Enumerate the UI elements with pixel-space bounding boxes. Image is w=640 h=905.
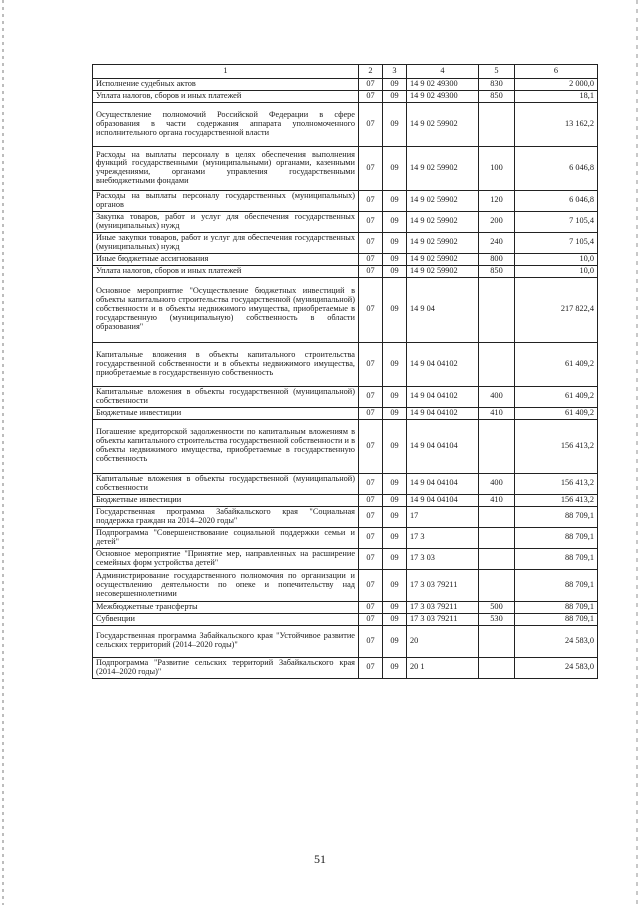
row-subsection: 09 [383,102,407,146]
row-subsection: 09 [383,342,407,386]
row-section: 07 [359,232,383,253]
row-name: Администрирование государственного полномочия по организации и осуществлению деятельности по опеке и попечительству над несовершеннолетними [93,569,359,601]
row-expense-type [479,527,515,548]
row-name: Субвенции [93,613,359,625]
table-row [93,473,598,494]
row-amount: 217 822,4 [515,277,598,342]
row-amount: 10,0 [515,265,598,277]
header-col-1: 1 [93,65,359,79]
row-target-code: 14 9 02 49300 [407,79,479,91]
row-expense-type: 410 [479,407,515,419]
table-row [93,601,598,613]
row-name: Осуществление полномочий Российской Федерации в сфере образования в части содержания аппарата уполномоченного исполнительного органа государственной власти [93,102,359,146]
row-section: 07 [359,527,383,548]
table-row [93,146,598,190]
row-amount: 88 709,1 [515,527,598,548]
row-target-code: 17 [407,506,479,527]
row-amount: 61 409,2 [515,386,598,407]
row-target-code: 17 3 03 [407,548,479,569]
row-target-code: 17 3 [407,527,479,548]
table-row [93,102,598,146]
row-expense-type: 500 [479,601,515,613]
row-name: Уплата налогов, сборов и иных платежей [93,265,359,277]
row-expense-type: 800 [479,253,515,265]
row-name: Исполнение судебных актов [93,79,359,91]
row-amount: 88 709,1 [515,548,598,569]
table-row [93,190,598,211]
row-section: 07 [359,601,383,613]
header-col-3: 3 [383,65,407,79]
row-amount: 156 413,2 [515,494,598,506]
header-col-2: 2 [359,65,383,79]
row-expense-type [479,277,515,342]
row-subsection: 09 [383,90,407,102]
row-target-code: 20 1 [407,657,479,678]
row-amount: 61 409,2 [515,407,598,419]
row-subsection: 09 [383,211,407,232]
row-target-code: 14 9 02 59902 [407,211,479,232]
row-subsection: 09 [383,419,407,473]
row-target-code: 17 3 03 79211 [407,569,479,601]
header-col-4: 4 [407,65,479,79]
row-amount: 7 105,4 [515,232,598,253]
row-target-code: 14 9 04 04102 [407,386,479,407]
row-expense-type: 400 [479,473,515,494]
row-expense-type [479,342,515,386]
row-name: Капитальные вложения в объекты капитального строительства государственной собственности и в объекты недвижимого имущества, приобретаемые в государственную собственность [93,342,359,386]
table-row [93,548,598,569]
row-section: 07 [359,419,383,473]
row-name: Погашение кредиторской задолженности по капитальным вложениям в объекты капитального строительства государственной собственности и в объекты недвижимого имущества, приобретаемые в государственную собственность [93,419,359,473]
row-expense-type [479,506,515,527]
row-subsection: 09 [383,386,407,407]
row-subsection: 09 [383,548,407,569]
row-amount: 24 583,0 [515,657,598,678]
row-section: 07 [359,657,383,678]
row-subsection: 09 [383,494,407,506]
header-col-6: 6 [515,65,598,79]
table-row [93,277,598,342]
row-section: 07 [359,386,383,407]
scan-edge-left [2,0,4,905]
table-row [93,211,598,232]
row-target-code: 14 9 04 04104 [407,494,479,506]
row-subsection: 09 [383,407,407,419]
row-expense-type: 850 [479,90,515,102]
row-name: Иные бюджетные ассигнования [93,253,359,265]
row-name: Закупка товаров, работ и услуг для обеспечения государственных (муниципальных) нужд [93,211,359,232]
row-amount: 13 162,2 [515,102,598,146]
row-amount: 61 409,2 [515,342,598,386]
row-subsection: 09 [383,473,407,494]
row-target-code: 14 9 02 59902 [407,265,479,277]
row-section: 07 [359,342,383,386]
table-row [93,232,598,253]
row-amount: 156 413,2 [515,473,598,494]
row-expense-type [479,569,515,601]
row-subsection: 09 [383,613,407,625]
row-expense-type: 100 [479,146,515,190]
row-expense-type: 850 [479,265,515,277]
row-target-code: 14 9 04 04104 [407,473,479,494]
row-target-code: 14 9 02 59902 [407,190,479,211]
row-target-code: 17 3 03 79211 [407,601,479,613]
table-row [93,386,598,407]
row-name: Подпрограмма "Развитие сельских территорий Забайкальского края (2014–2020 годы)" [93,657,359,678]
row-expense-type [479,102,515,146]
row-section: 07 [359,190,383,211]
row-section: 07 [359,407,383,419]
row-amount: 7 105,4 [515,211,598,232]
table-row [93,90,598,102]
row-subsection: 09 [383,277,407,342]
row-name: Иные закупки товаров, работ и услуг для обеспечения государственных (муниципальных) нужд [93,232,359,253]
row-expense-type: 830 [479,79,515,91]
row-section: 07 [359,494,383,506]
row-subsection: 09 [383,569,407,601]
row-subsection: 09 [383,265,407,277]
row-name: Государственная программа Забайкальского края "Устойчивое развитие сельских территорий (2014–2020 годы)" [93,625,359,657]
row-amount: 2 000,0 [515,79,598,91]
row-target-code: 14 9 02 59902 [407,146,479,190]
row-expense-type: 530 [479,613,515,625]
row-section: 07 [359,102,383,146]
scan-edge-right [636,0,638,905]
row-section: 07 [359,506,383,527]
row-name: Государственная программа Забайкальского края "Социальная поддержка граждан на 2014–2020 годы" [93,506,359,527]
table-row [93,342,598,386]
row-expense-type: 200 [479,211,515,232]
row-amount: 156 413,2 [515,419,598,473]
table-row [93,79,598,91]
row-name: Расходы на выплаты персоналу государственных (муниципальных) органов [93,190,359,211]
row-target-code: 14 9 02 59902 [407,102,479,146]
row-subsection: 09 [383,601,407,613]
table-row [93,613,598,625]
row-target-code: 14 9 04 04102 [407,407,479,419]
row-amount: 6 046,8 [515,146,598,190]
row-subsection: 09 [383,146,407,190]
budget-table [92,64,598,679]
row-name: Межбюджетные трансферты [93,601,359,613]
table-header-row [93,65,598,79]
row-expense-type [479,625,515,657]
row-expense-type: 410 [479,494,515,506]
row-subsection: 09 [383,657,407,678]
row-subsection: 09 [383,506,407,527]
row-name: Расходы на выплаты персоналу в целях обеспечения выполнения функций государственными (муниципальными) органами, казенными учреждениями, органами управления государственными внебюджетными фондами [93,146,359,190]
row-name: Основное мероприятие "Принятие мер, направленных на расширение семейных форм устройства детей" [93,548,359,569]
row-subsection: 09 [383,190,407,211]
page-number: 51 [314,852,326,866]
row-target-code: 20 [407,625,479,657]
row-section: 07 [359,253,383,265]
table-row [93,407,598,419]
row-amount: 24 583,0 [515,625,598,657]
row-section: 07 [359,613,383,625]
row-expense-type [479,419,515,473]
row-amount: 88 709,1 [515,601,598,613]
row-section: 07 [359,473,383,494]
row-name: Уплата налогов, сборов и иных платежей [93,90,359,102]
row-name: Капитальные вложения в объекты государственной (муниципальной) собственности [93,473,359,494]
row-expense-type: 120 [479,190,515,211]
row-expense-type [479,657,515,678]
table-row [93,419,598,473]
table-row [93,253,598,265]
row-section: 07 [359,79,383,91]
table-row [93,494,598,506]
row-section: 07 [359,277,383,342]
row-name: Бюджетные инвестиции [93,407,359,419]
row-expense-type: 400 [479,386,515,407]
table-row [93,569,598,601]
row-target-code: 14 9 04 04102 [407,342,479,386]
row-section: 07 [359,146,383,190]
table-row [93,506,598,527]
row-section: 07 [359,569,383,601]
row-amount: 6 046,8 [515,190,598,211]
row-name: Основное мероприятие "Осуществление бюджетных инвестиций в объекты капитального строительства государственной (муниципальной) собственности и в объекты недвижимого имущества, приобретаемые в государственную (муниципальную) собственность в области образования" [93,277,359,342]
row-name: Капитальные вложения в объекты государственной (муниципальной) собственности [93,386,359,407]
row-amount: 88 709,1 [515,613,598,625]
table-row [93,657,598,678]
row-amount: 18,1 [515,90,598,102]
row-subsection: 09 [383,253,407,265]
row-section: 07 [359,211,383,232]
row-amount: 88 709,1 [515,506,598,527]
row-section: 07 [359,265,383,277]
row-subsection: 09 [383,625,407,657]
row-target-code: 14 9 02 59902 [407,253,479,265]
table-row [93,527,598,548]
row-name: Бюджетные инвестиции [93,494,359,506]
row-expense-type [479,548,515,569]
row-subsection: 09 [383,79,407,91]
row-target-code: 14 9 04 [407,277,479,342]
row-target-code: 17 3 03 79211 [407,613,479,625]
row-target-code: 14 9 02 49300 [407,90,479,102]
row-section: 07 [359,625,383,657]
header-col-5: 5 [479,65,515,79]
row-name: Подпрограмма "Совершенствование социальной поддержки семьи и детей" [93,527,359,548]
row-expense-type: 240 [479,232,515,253]
row-subsection: 09 [383,527,407,548]
row-section: 07 [359,90,383,102]
table-row [93,625,598,657]
row-target-code: 14 9 04 04104 [407,419,479,473]
row-amount: 10,0 [515,253,598,265]
row-subsection: 09 [383,232,407,253]
row-target-code: 14 9 02 59902 [407,232,479,253]
table-row [93,265,598,277]
row-amount: 88 709,1 [515,569,598,601]
row-section: 07 [359,548,383,569]
